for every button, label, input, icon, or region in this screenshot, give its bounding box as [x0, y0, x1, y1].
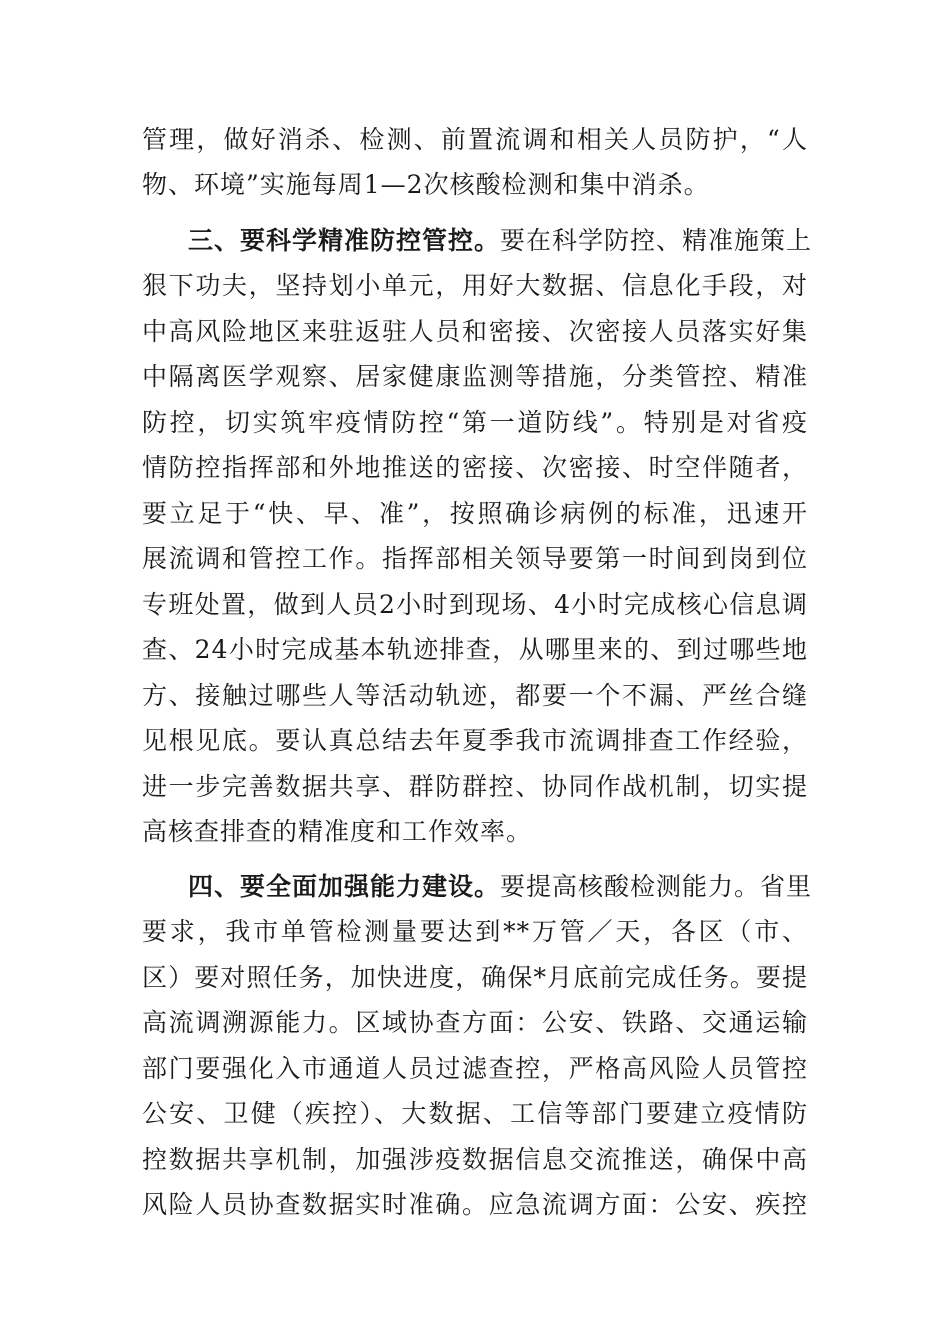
paragraph-first-line — [188, 864, 813, 909]
text-line: 查、24小时完成基本轨迹排查，从哪里来的、到过哪些地 — [142, 635, 808, 664]
text-line: 方、接触过哪些人等活动轨迹，都要一个不漏、严丝合缝 — [142, 681, 808, 710]
text-line: 区）要对照任务，加快进度，确保*月底前完成任务。要提 — [142, 963, 808, 992]
text-line: 公安、卫健（疾控）、大数据、工信等部门要建立疫情防 — [142, 1099, 808, 1128]
text-line: 展流调和管控工作。指挥部相关领导要第一时间到岗到位 — [142, 544, 808, 573]
section-heading: 三、要科学精准防控管控。 — [188, 226, 501, 255]
text-line: 高流调溯源能力。区域协查方面：公安、铁路、交通运输 — [142, 1008, 808, 1037]
text-line: 物、环境”实施每周1—2次核酸检测和集中消杀。 — [142, 170, 710, 199]
section-heading: 四、要全面加强能力建设。 — [188, 872, 501, 901]
text-line: 部门要强化入市通道人员过滤查控，严格高风险人员管控 — [142, 1054, 808, 1083]
text-line: 情防控指挥部和外地推送的密接、次密接、时空伴随者， — [142, 453, 808, 482]
text-line: 要立足于“快、早、准”，按照确诊病例的标准，迅速开 — [142, 499, 808, 528]
text-line: 控数据共享机制，加强涉疫数据信息交流推送，确保中高 — [142, 1145, 808, 1174]
paragraph-first-line — [188, 218, 813, 263]
text-line: 中高风险地区来驻返驻人员和密接、次密接人员落实好集 — [142, 317, 808, 346]
text-line: 风险人员协查数据实时准确。应急流调方面：公安、疾控 — [142, 1190, 808, 1219]
text-run: 要提高核酸检测能力。省里 — [500, 872, 813, 901]
text-run: 要在科学防控、精准施策上 — [500, 226, 813, 255]
text-line: 中隔离医学观察、居家健康监测等措施，分类管控、精准 — [142, 362, 808, 391]
text-line: 见根见底。要认真总结去年夏季我市流调排查工作经验， — [142, 726, 808, 755]
text-line: 管理，做好消杀、检测、前置流调和相关人员防护，“人 — [142, 125, 808, 154]
text-line: 高核查排查的精准度和工作效率。 — [142, 817, 533, 846]
text-line: 狠下功夫，坚持划小单元，用好大数据、信息化手段，对 — [142, 271, 808, 300]
text-line: 专班处置，做到人员2小时到现场、4小时完成核心信息调 — [142, 590, 808, 619]
text-line: 防控，切实筑牢疫情防控“第一道防线”。特别是对省疫 — [142, 408, 808, 437]
text-line: 进一步完善数据共享、群防群控、协同作战机制，切实提 — [142, 772, 808, 801]
text-line: 要求，我市单管检测量要达到**万管／天，各区（市、 — [142, 917, 808, 946]
